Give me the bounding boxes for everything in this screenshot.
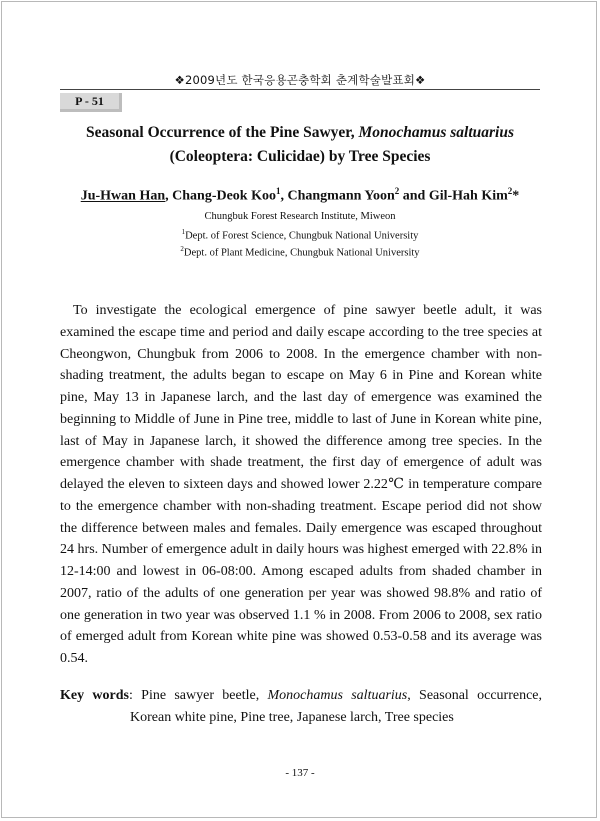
keywords [60, 685, 542, 729]
poster-badge: P - 51 [60, 93, 122, 112]
affiliation-0 [60, 211, 540, 222]
affiliation-1 [60, 228, 540, 242]
affiliation-superscript: 2 [180, 245, 184, 253]
keywords-text: , Seasonal occurrence, Korean white pine, Pine tree, Japanese larch, Tree species [130, 688, 542, 725]
affiliation-text: Chungbuk Forest Research Institute, Miweon [204, 211, 396, 222]
author-superscript: 2 [394, 186, 400, 196]
keywords-label: Key words [60, 688, 129, 703]
affiliation-superscript: 1 [181, 228, 186, 236]
title-text: Seasonal Occurrence of the Pine Sawyer, [85, 124, 359, 141]
keywords-colon: : [128, 688, 142, 703]
abstract-text: To investigate the ecological emergence of pine sawyer beetle adult, it was examined the escape time and period and daily escape according to the tree species at Cheongwon, Chungbuk from 2006 to 2008. In the emergence chamber with non-shading treatment, the adults began to escape on May 6 in Pine and Korean white pine, May 13 in Japanese larch, and the last day of emergence was examined the beginning to Middle of June in Pine tree, middle to last of June in Korean white pine, last of May in Japanese larch, it showed the difference among tree species. In the emergence chamber with shade treatment, the first day of emergence of adult was delayed the eleven to sixteen days and showed lower 2.22℃ in temperature compare to the emergence chamber with non-shading treatment. Escape period did not show the difference between males and females. Daily emergence was escaped throughout 24 hrs. Number of emergence adult in daily hours was highest emerged with 22.8% in 12-14:00 and lowest in 06-08:00. Among escaped adults from shaded chamber in 2007, ratio of the adults of one generation per year was showed 98.8% and ratio of one generation in two year was observed 1.1 % in 2008. From 2006 to 2008, sex ratio of emerged adult from Korean white pine was showed 0.53-0.58 and its average was 0.54. [60, 303, 542, 666]
keywords-species: Monochamus saltuarius [267, 688, 408, 703]
author-text: and Gil-Hah Kim [399, 188, 508, 204]
paper-title [40, 121, 560, 169]
conference-header: ❖2009년도 한국응용곤충학회 춘계학술발표회❖ [174, 73, 426, 87]
affiliation-text: Dept. of Plant Medicine, Chungbuk National University [183, 247, 420, 259]
keywords-text: Pine sawyer beetle, [141, 688, 268, 703]
page-number: - 137 - [285, 767, 315, 779]
title-line-2: (Coleoptera: Culicidae) by Tree Species [169, 148, 431, 165]
affiliation-2 [60, 245, 540, 259]
author-text: , Changmann Yoon [280, 188, 395, 204]
title-species-name: Monochamus saltuarius [358, 124, 514, 141]
corresponding-star: * [512, 188, 520, 204]
affiliation-text: Dept. of Forest Science, Chungbuk National University [185, 230, 419, 242]
header-rule [60, 89, 540, 90]
author-superscript: 2 [507, 186, 513, 196]
presenting-author: Ju-Hwan Han [80, 188, 166, 204]
author-list [30, 186, 570, 205]
title-line-1 [40, 121, 560, 145]
abstract-body [60, 300, 542, 670]
author-superscript: 1 [276, 186, 281, 196]
author-text: , Chang-Deok Koo [165, 188, 276, 204]
